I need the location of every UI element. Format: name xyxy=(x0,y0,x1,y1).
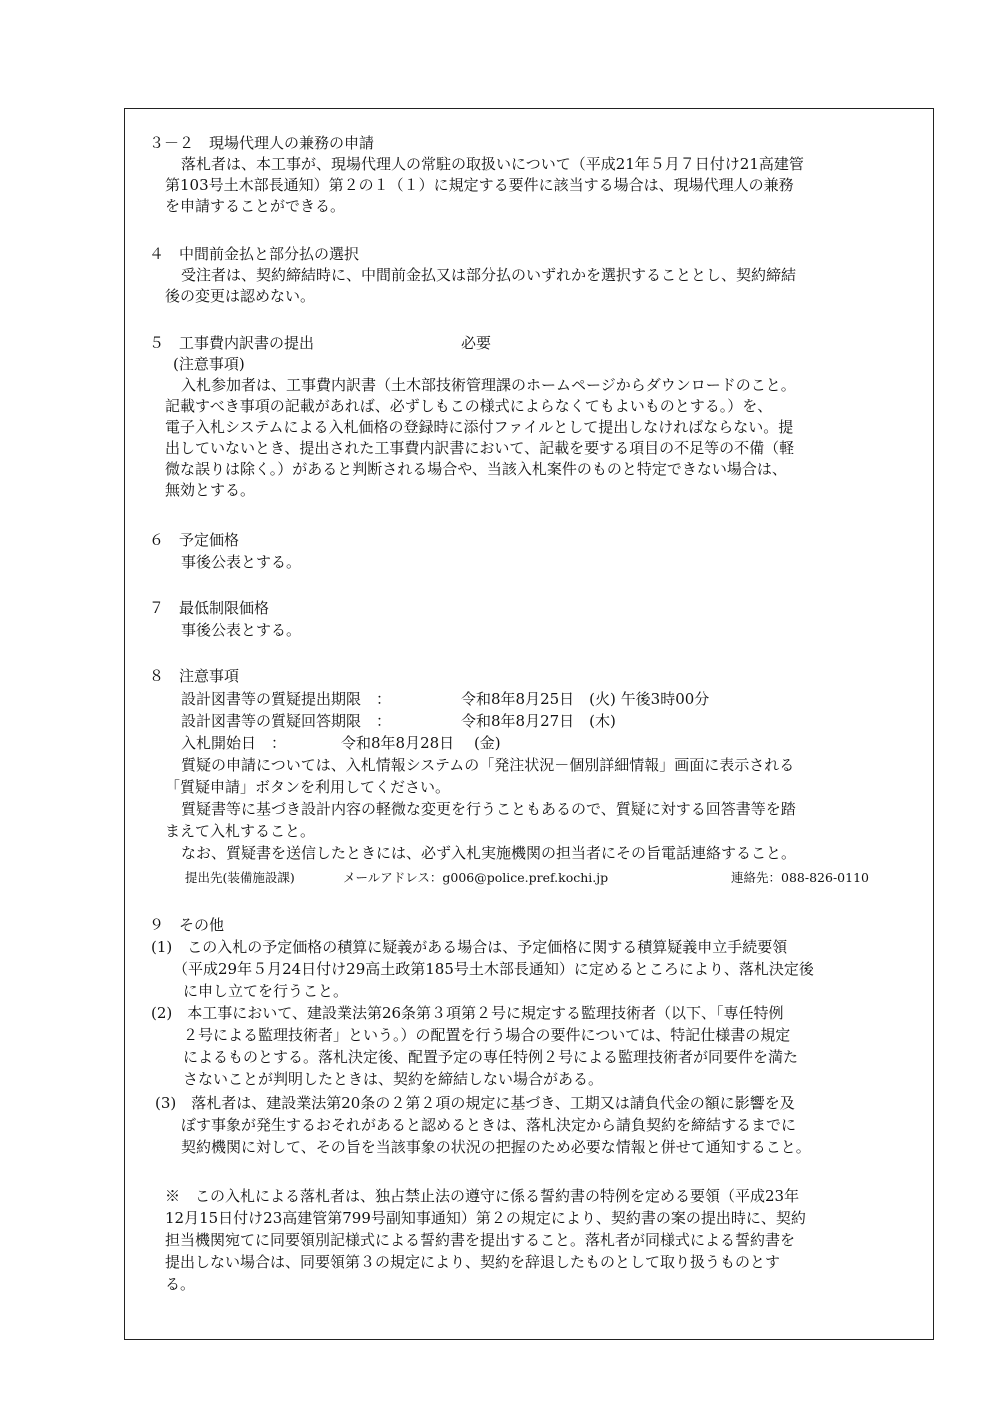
section-4-line-1: 受注者は、契約締結時に、中間前金払又は部分払のいずれかを選択することとし、契約締結 xyxy=(181,266,797,284)
section-4-heading: ４ 中間前金払と部分払の選択 xyxy=(149,245,360,263)
date-label-bid-start: 入札開始日 ： xyxy=(181,734,287,752)
item-1-line-1: (1) この入札の予定価格の積算に疑義がある場合は、予定価格に関する積算疑義申立手続要領 xyxy=(151,938,788,956)
document-frame xyxy=(124,108,934,1340)
item-2-line-1: (2) 本工事において、建設業法第26条第３項第２号に規定する監理技術者（以下、「専任特例 xyxy=(151,1004,784,1022)
section-5-line-4: 出していないとき、提出された工事費内訳書において、記載を要する項目の不足等の不備（軽 xyxy=(165,439,795,457)
date-value-question-deadline: 令和8年8月25日 (火) 午後3時00分 xyxy=(461,690,710,708)
section-8-line-1: 質疑の申請については、入札情報システムの「発注状況－個別詳細情報」画面に表示される xyxy=(181,756,795,774)
note-line-3: 担当機関宛てに同要領別記様式による誓約書を提出すること。落札者が同様式による誓約書を xyxy=(165,1231,796,1249)
section-7-body: 事後公表とする。 xyxy=(181,621,302,639)
section-8-line-2: 「質疑申請」ボタンを利用してください。 xyxy=(165,778,451,796)
section-4-line-2: 後の変更は認めない。 xyxy=(165,287,316,305)
note-line-1: ※ この入札による落札者は、独占禁止法の遵守に係る誓約書の特例を定める要領（平成23年 xyxy=(165,1187,800,1205)
note-line-5: る。 xyxy=(165,1275,196,1293)
section-3-2-line-3: を申請することができる。 xyxy=(165,197,346,215)
date-value-bid-start: 令和8年8月28日 (金) xyxy=(341,734,501,752)
date-value-answer-deadline: 令和8年8月27日 (木) xyxy=(461,712,616,730)
section-8-line-5: なお、質疑書を送信したときには、必ず入札実施機関の担当者にその旨電話連絡すること。 xyxy=(181,844,797,862)
date-label-answer-deadline: 設計図書等の質疑回答期限 ： xyxy=(181,712,392,730)
item-3-line-1: (3) 落札者は、建設業法第20条の２第２項の規定に基づき、工期又は請負代金の額に影響を及 xyxy=(155,1094,795,1112)
note-line-4: 提出しない場合は、同要領第３の規定により、契約を辞退したものとして取り扱うものとす xyxy=(165,1253,781,1271)
item-1-line-2: （平成29年５月24日付け29高土政第185号土木部長通知）に定めるところにより、落札決定後 xyxy=(173,960,814,978)
section-5-line-3: 電子入札システムによる入札価格の登録時に添付ファイルとして提出しなければならない。提 xyxy=(165,418,794,436)
item-2-line-4: さないことが判明したときは、契約を締結しない場合がある。 xyxy=(183,1070,604,1088)
section-3-2-line-1: 落札者は、本工事が、現場代理人の常駐の取扱いについて（平成21年５月７日付け21高建管 xyxy=(181,155,804,173)
section-5-line-5: 微な誤りは除く。）があると判断される場合や、当該入札案件のものと特定できない場合は、 xyxy=(165,460,787,478)
item-2-line-3: によるものとする。落札決定後、配置予定の専任特例２号による監理技術者が同要件を満た xyxy=(183,1048,799,1066)
section-6-heading: ６ 予定価格 xyxy=(149,531,240,549)
section-8-line-3: 質疑書等に基づき設計内容の軽微な変更を行うこともあるので、質疑に対する回答書等を踏 xyxy=(181,800,796,818)
section-5-note-label: (注意事項) xyxy=(173,355,245,373)
contact-phone: 連絡先：088-826-0110 xyxy=(731,870,869,885)
note-line-2: 12月15日付け23高建管第799号副知事通知）第２の規定により、契約書の案の提出時に、契約 xyxy=(165,1209,806,1227)
contact-email: メールアドレス：g006@police.pref.kochi.jp xyxy=(343,870,609,885)
item-1-line-3: に申し立てを行うこと。 xyxy=(183,982,349,1000)
item-2-line-2: ２号による監理技術者」という。）の配置を行う場合の要件については、特記仕様書の規定 xyxy=(183,1026,791,1044)
section-8-line-4: まえて入札すること。 xyxy=(165,822,316,840)
section-3-2-line-2: 第103号土木部長通知）第２の１（１）に規定する要件に該当する場合は、現場代理人の兼務 xyxy=(165,176,794,194)
item-3-line-3: 契約機関に対して、その旨を当該事象の状況の把握のため必要な情報と併せて通知すること。 xyxy=(181,1138,811,1156)
section-5-line-6: 無効とする。 xyxy=(165,481,256,499)
section-8-heading: ８ 注意事項 xyxy=(149,667,240,685)
section-9-heading: ９ その他 xyxy=(149,916,225,934)
contact-destination: 提出先(装備施設課) xyxy=(185,870,295,885)
section-6-body: 事後公表とする。 xyxy=(181,553,302,571)
date-label-question-deadline: 設計図書等の質疑提出期限 ： xyxy=(181,690,392,708)
section-5-line-2: 記載すべき事項の記載があれば、必ずしもこの様式によらなくてもよいものとする。）を、 xyxy=(165,397,773,415)
section-3-2-heading: ３－２ 現場代理人の兼務の申請 xyxy=(149,134,375,152)
section-5-heading: ５ 工事費内訳書の提出 xyxy=(149,334,315,352)
item-3-line-2: ぼす事象が発生するおそれがあると認めるときは、落札決定から請負契約を締結するまでに xyxy=(181,1116,797,1134)
section-7-heading: ７ 最低制限価格 xyxy=(149,599,270,617)
section-5-line-1: 入札参加者は、工事費内訳書（土木部技術管理課のホームページからダウンロードのこと。 xyxy=(181,376,796,394)
section-5-value: 必要 xyxy=(461,334,492,352)
